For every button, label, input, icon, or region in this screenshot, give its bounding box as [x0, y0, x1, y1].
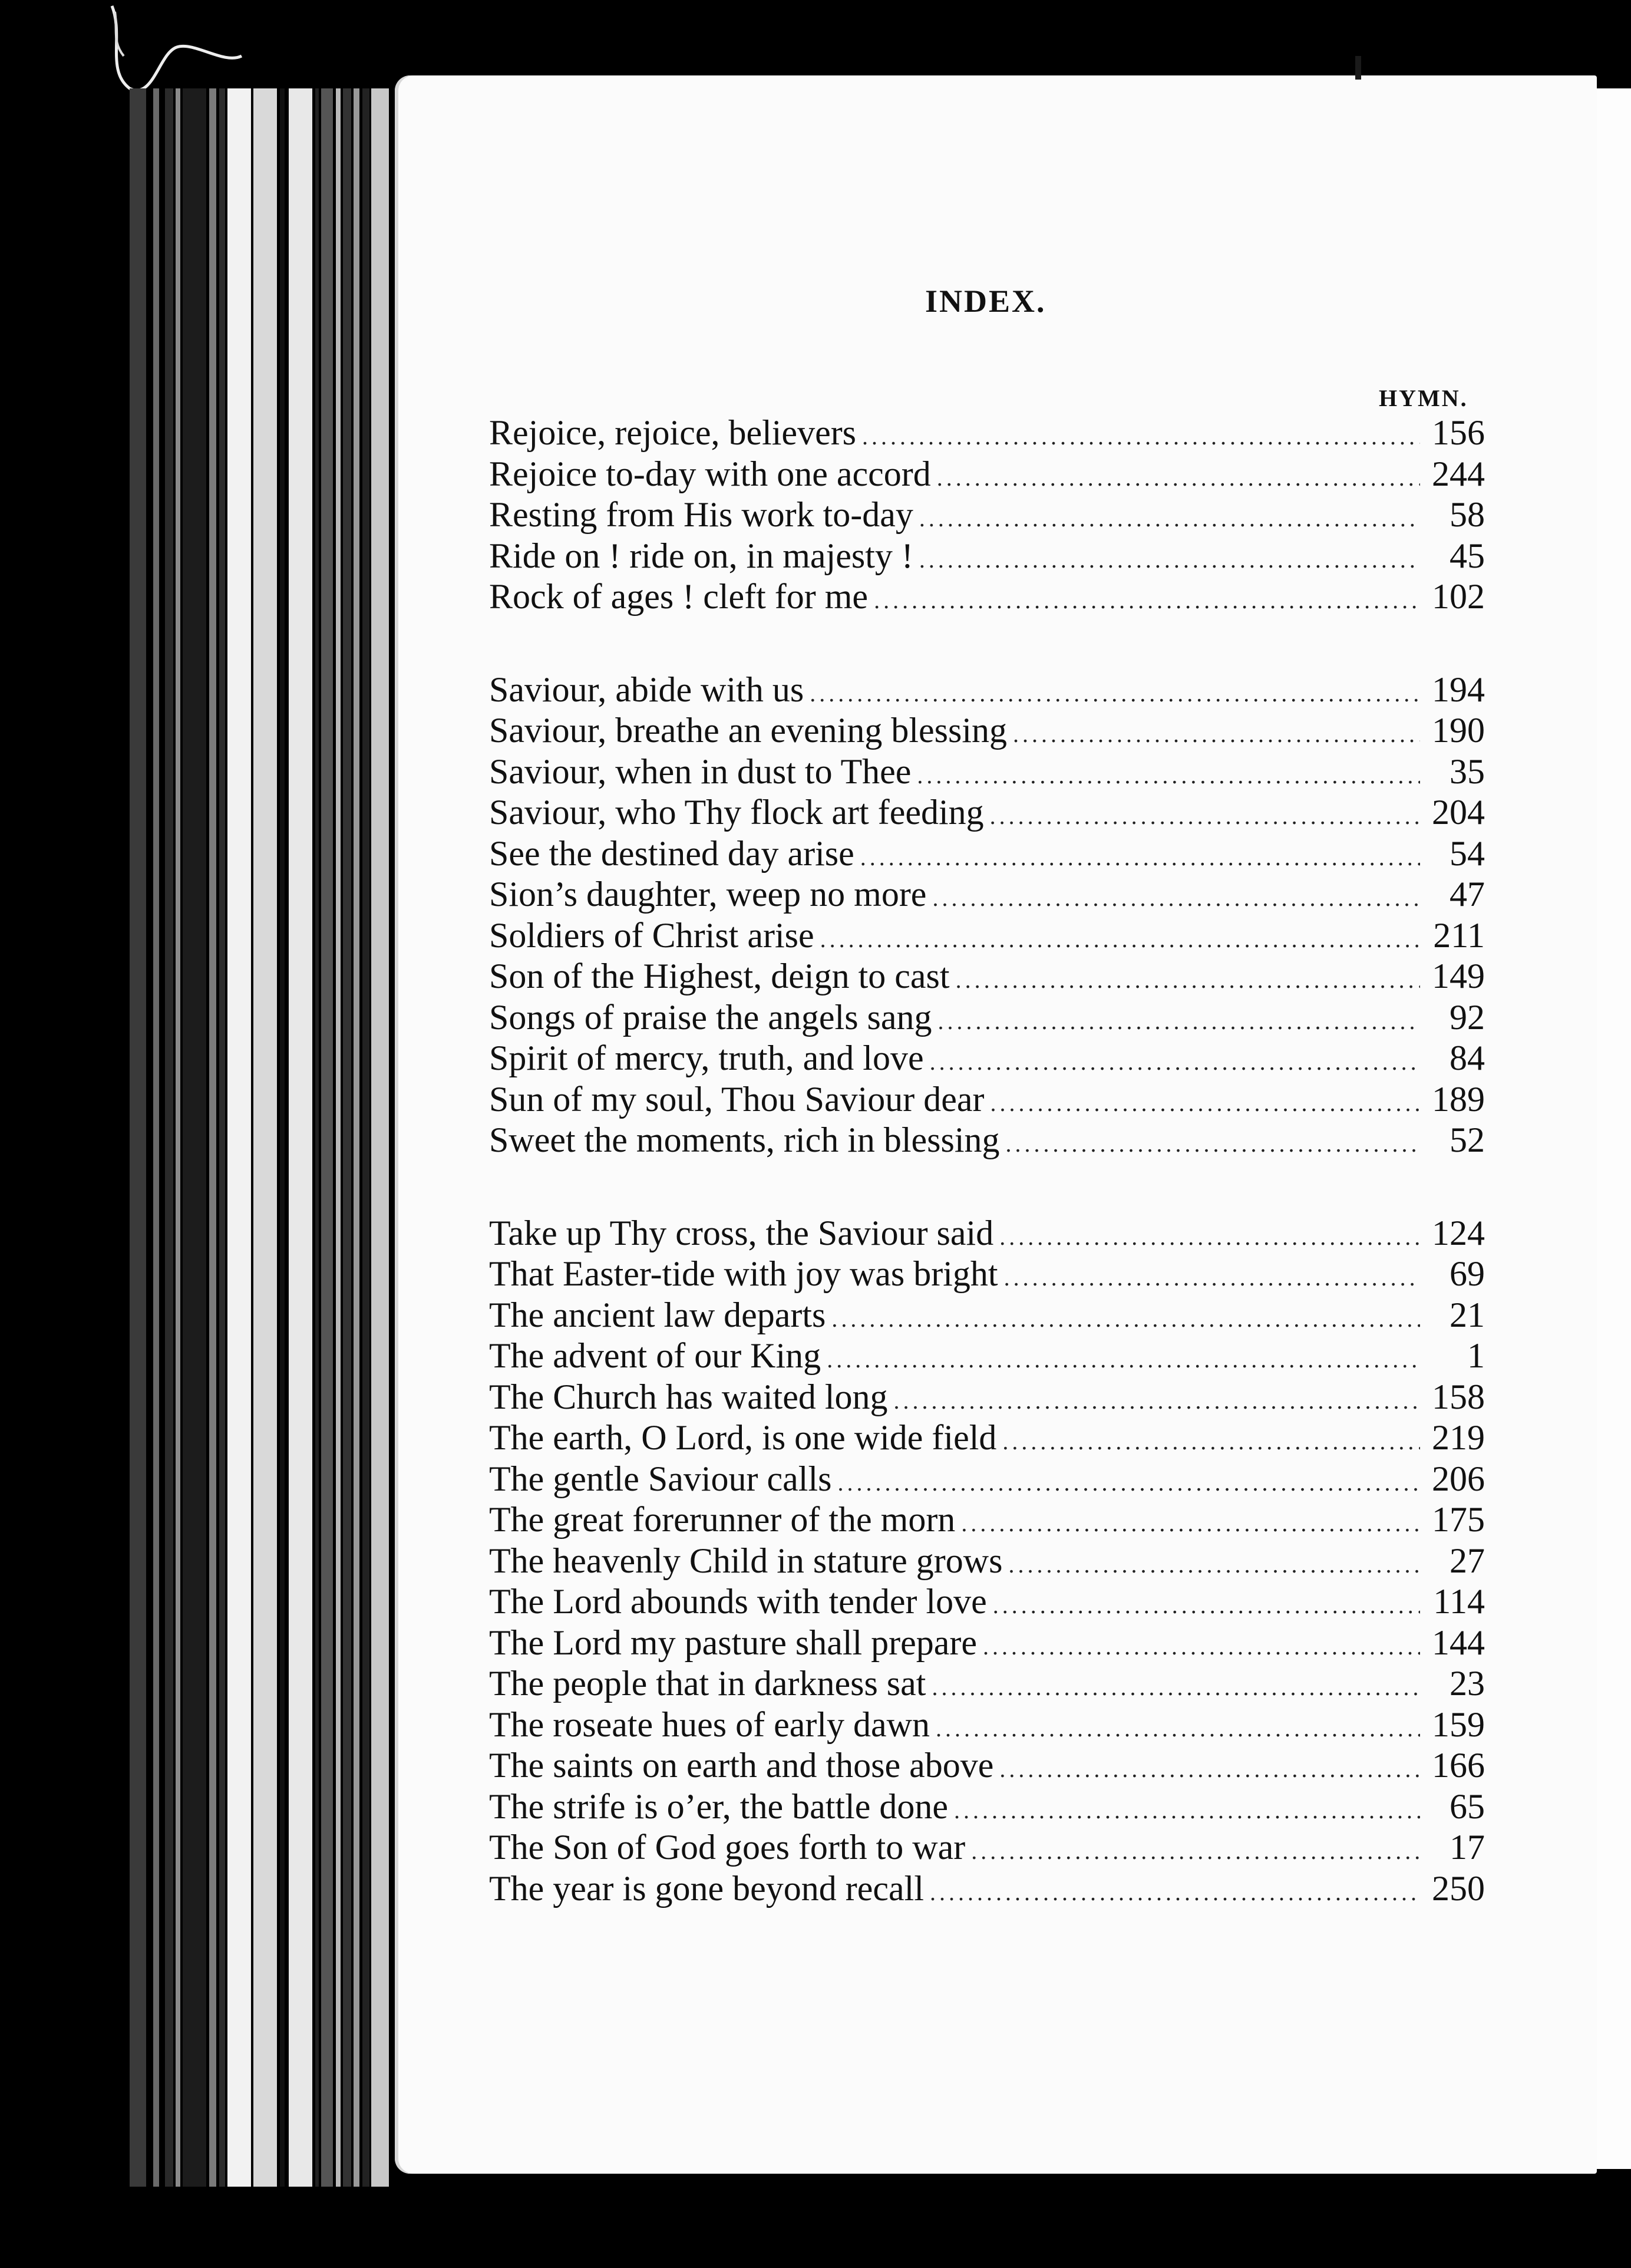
index-entry — [489, 1459, 1485, 1500]
dot-leader — [917, 755, 1420, 796]
hymn-number: 211 — [1433, 915, 1485, 955]
dot-leader — [990, 796, 1420, 837]
hymn-title: Saviour, breathe an evening blessing — [489, 711, 1008, 750]
hymn-number: 102 — [1432, 577, 1485, 616]
index-entry — [489, 1213, 1485, 1254]
hymn-number: 114 — [1433, 1582, 1485, 1621]
hymn-number: 166 — [1432, 1746, 1485, 1785]
hymn-title: Sun of my soul, Thou Saviour dear — [489, 1079, 985, 1119]
hymn-title: Spirit of mercy, truth, and love — [489, 1039, 924, 1077]
hymn-title: Take up Thy cross, the Saviour said — [489, 1213, 994, 1252]
dot-leader — [894, 1380, 1421, 1422]
hymn-number: 156 — [1432, 413, 1485, 452]
index-entry — [489, 956, 1485, 997]
hymn-title: The Son of God goes forth to war — [489, 1828, 966, 1867]
index-entry — [489, 1038, 1485, 1079]
dot-leader — [1008, 1544, 1420, 1585]
corner-mark — [1355, 56, 1361, 80]
index-entry — [489, 413, 1485, 454]
index-entry — [489, 1499, 1485, 1541]
index-entry — [489, 1786, 1485, 1828]
dot-leader — [993, 1585, 1420, 1626]
dot-leader — [930, 1041, 1420, 1083]
dot-leader — [991, 1083, 1421, 1124]
hymn-number: 219 — [1432, 1418, 1485, 1457]
index-entry — [489, 670, 1485, 711]
index-entry — [489, 751, 1485, 793]
dot-leader — [1006, 1123, 1420, 1165]
hymn-title: The Lord abounds with tender love — [489, 1582, 987, 1621]
dot-leader — [932, 1667, 1420, 1708]
dot-leader — [1013, 714, 1420, 755]
index-group — [489, 413, 1485, 618]
hymn-title: Saviour, who Thy flock art feeding — [489, 793, 984, 832]
hymn-number: 17 — [1450, 1828, 1485, 1867]
hymn-number: 65 — [1450, 1786, 1485, 1826]
hymn-title: Soldiers of Christ arise — [489, 915, 814, 955]
dot-leader — [831, 1298, 1420, 1340]
hymn-number: 69 — [1450, 1254, 1485, 1293]
dot-leader — [983, 1626, 1420, 1667]
dot-leader — [961, 1503, 1420, 1544]
hymn-number: 21 — [1450, 1295, 1485, 1334]
hymn-title: The earth, O Lord, is one wide field — [489, 1418, 997, 1457]
dot-leader — [860, 837, 1420, 878]
page-title: INDEX. — [925, 284, 1046, 319]
hymn-title: The Church has waited long — [489, 1377, 888, 1416]
hymn-number: 158 — [1432, 1377, 1485, 1416]
index-entry — [489, 1623, 1485, 1664]
index-entry — [489, 1120, 1485, 1161]
index-entry — [489, 1705, 1485, 1746]
index-entry — [489, 1377, 1485, 1418]
index-entry — [489, 833, 1485, 875]
hymn-title: Saviour, abide with us — [489, 670, 804, 709]
hymn-number: 194 — [1432, 670, 1485, 709]
hymn-number: 23 — [1450, 1664, 1485, 1703]
index-entry — [489, 1581, 1485, 1623]
hymn-title: The year is gone beyond recall — [489, 1868, 925, 1908]
hymn-number: 54 — [1450, 833, 1485, 873]
hymn-number: 58 — [1450, 495, 1485, 534]
hymn-title: The ancient law departs — [489, 1295, 826, 1334]
hymn-title: The roseate hues of early dawn — [489, 1705, 930, 1744]
hymn-number: 52 — [1450, 1120, 1485, 1159]
dot-leader — [874, 580, 1420, 621]
index-entry — [489, 536, 1485, 577]
hymn-title: The heavenly Child in stature grows — [489, 1541, 1003, 1580]
index-entries — [489, 413, 1485, 1961]
hymn-title: Rejoice to-day with one accord — [489, 454, 931, 493]
index-entry — [489, 997, 1485, 1039]
hymn-number: 35 — [1450, 751, 1485, 791]
index-entry — [489, 1868, 1485, 1910]
hymn-title: Resting from His work to-day — [489, 495, 913, 534]
hymn-number: 92 — [1450, 997, 1485, 1037]
hymn-number: 190 — [1432, 711, 1485, 750]
hymn-title: The gentle Saviour calls — [489, 1459, 832, 1498]
hymn-number: 45 — [1450, 536, 1485, 575]
index-entry — [489, 710, 1485, 751]
hymn-title: The advent of our King — [489, 1336, 821, 1375]
index-entry — [489, 874, 1485, 915]
dot-leader — [937, 457, 1420, 499]
dot-leader — [932, 878, 1420, 919]
dot-leader — [862, 416, 1420, 457]
dot-leader — [971, 1831, 1420, 1872]
index-entry — [489, 1336, 1485, 1377]
dot-leader — [919, 498, 1420, 539]
index-entry — [489, 1254, 1485, 1295]
hymn-title: The saints on earth and those above — [489, 1746, 994, 1785]
index-entry — [489, 1295, 1485, 1336]
hymn-number: 27 — [1450, 1541, 1485, 1580]
dot-leader — [954, 1790, 1420, 1831]
index-entry — [489, 792, 1485, 833]
hymn-number: 206 — [1432, 1459, 1485, 1498]
dot-leader — [1004, 1257, 1420, 1298]
dot-leader — [999, 1749, 1420, 1790]
margin-scribble — [88, 0, 265, 100]
hymn-title: That Easter-tide with joy was bright — [489, 1254, 998, 1293]
dot-leader — [837, 1462, 1420, 1504]
dot-leader — [999, 1217, 1420, 1258]
page-edges — [94, 88, 401, 2187]
index-entry — [489, 495, 1485, 536]
dot-leader — [1002, 1421, 1420, 1462]
index-entry — [489, 1745, 1485, 1786]
index-entry — [489, 576, 1485, 618]
index-group — [489, 670, 1485, 1161]
hymn-number: 189 — [1432, 1079, 1485, 1119]
index-entry — [489, 1541, 1485, 1582]
dot-leader — [930, 1872, 1420, 1913]
hymn-title: The people that in darkness sat — [489, 1664, 926, 1703]
hymn-title: See the destined day arise — [489, 833, 854, 873]
hymn-number: 204 — [1432, 793, 1485, 832]
hymn-title: The great forerunner of the morn — [489, 1500, 956, 1539]
hymn-number: 1 — [1467, 1336, 1485, 1375]
hymn-column-label: HYMN. — [1379, 385, 1468, 411]
hymn-number: 144 — [1432, 1623, 1485, 1662]
dot-leader — [938, 1001, 1420, 1042]
index-entry — [489, 454, 1485, 495]
hymn-number: 84 — [1450, 1039, 1485, 1077]
facing-page-edge — [1597, 88, 1631, 2169]
dot-leader — [827, 1339, 1420, 1380]
hymn-number: 149 — [1432, 957, 1485, 995]
hymn-title: Rejoice, rejoice, believers — [489, 413, 857, 452]
hymn-title: Sweet the moments, rich in blessing — [489, 1120, 1000, 1159]
dot-leader — [820, 919, 1420, 960]
index-entry — [489, 1663, 1485, 1705]
hymn-number: 250 — [1432, 1868, 1485, 1908]
hymn-number: 244 — [1432, 454, 1485, 493]
dot-leader — [919, 539, 1420, 581]
dot-leader — [810, 673, 1420, 714]
index-entry — [489, 1079, 1485, 1120]
hymn-title: Saviour, when in dust to Thee — [489, 751, 912, 791]
hymn-number: 47 — [1450, 875, 1485, 914]
hymn-title: Son of the Highest, deign to cast — [489, 957, 950, 995]
hymn-title: Ride on ! ride on, in majesty ! — [489, 536, 913, 575]
hymn-number: 124 — [1432, 1213, 1485, 1252]
hymn-title: The strife is o’er, the battle done — [489, 1786, 948, 1826]
index-group — [489, 1213, 1485, 1910]
index-entry — [489, 1827, 1485, 1868]
hymn-title: Songs of praise the angels sang — [489, 997, 932, 1037]
hymn-title: The Lord my pasture shall prepare — [489, 1623, 978, 1662]
dot-leader — [936, 1708, 1420, 1749]
index-entry — [489, 1417, 1485, 1459]
index-entry — [489, 915, 1485, 957]
hymn-title: Sion’s daughter, weep no more — [489, 875, 927, 914]
hymn-number: 159 — [1432, 1705, 1485, 1744]
hymn-number: 175 — [1432, 1500, 1485, 1539]
hymn-title: Rock of ages ! cleft for me — [489, 577, 869, 616]
dot-leader — [956, 960, 1420, 1001]
